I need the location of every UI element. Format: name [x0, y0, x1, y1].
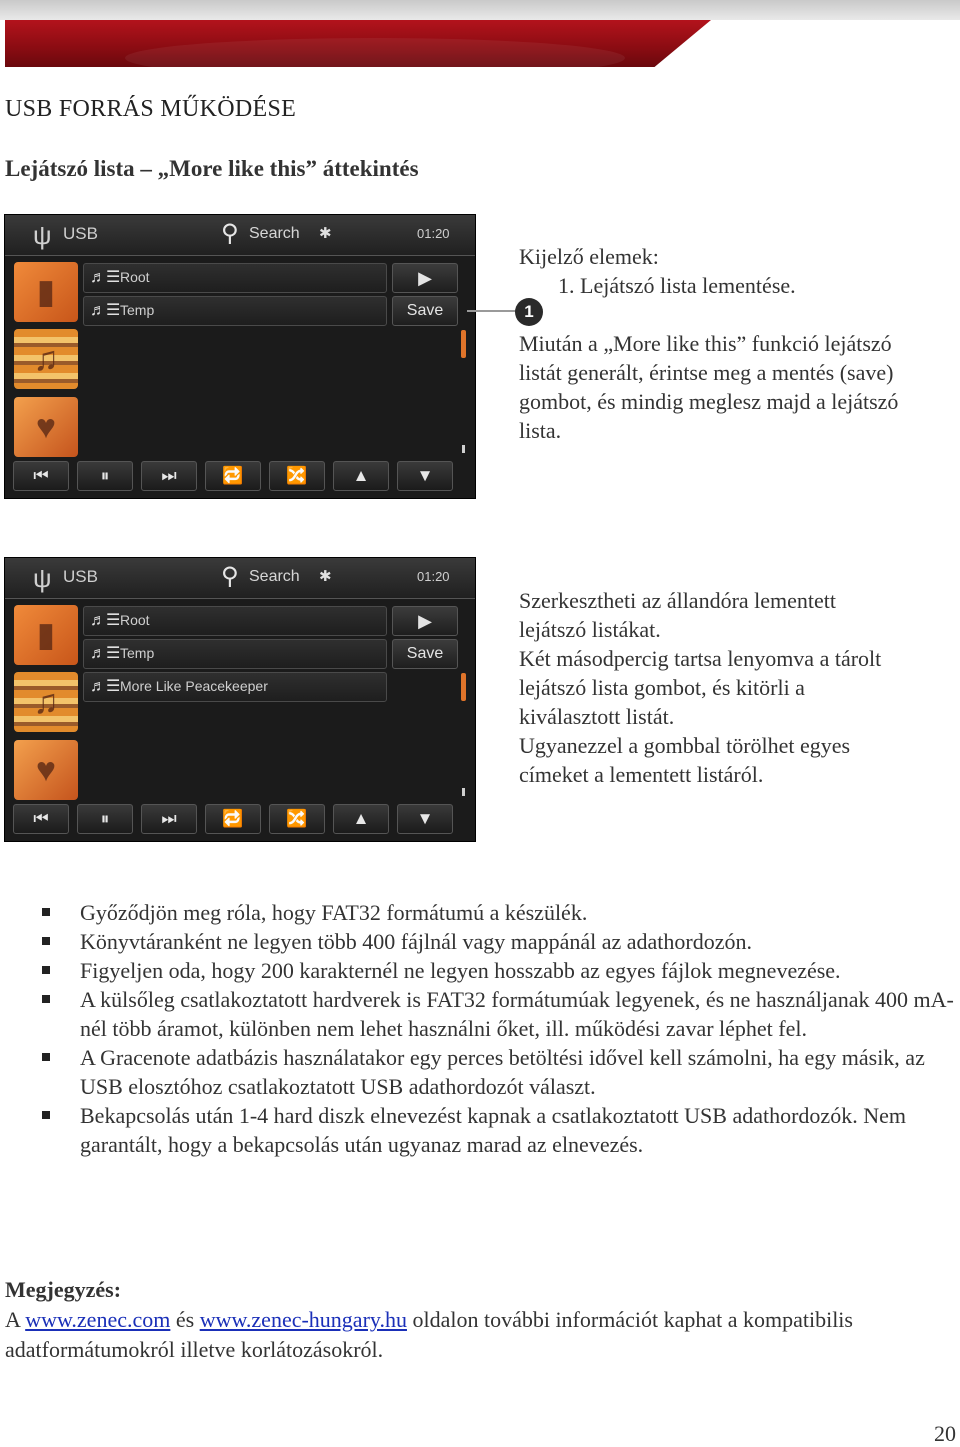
text-line: lista. [519, 418, 562, 443]
playlist-tile[interactable] [14, 740, 78, 800]
repeat-icon: 🔁 [222, 466, 244, 485]
arrow-down-icon: ▼ [416, 809, 434, 828]
playlist-icon: ♬☰ [90, 269, 121, 286]
list-item[interactable] [83, 296, 387, 326]
arrow-up-icon: ▲ [352, 466, 370, 485]
arrow-up-icon: ▲ [352, 809, 370, 828]
save-button[interactable]: Save [392, 296, 458, 326]
playlist-icon: ♬☰ [90, 645, 121, 662]
list-item-label: Temp [120, 645, 155, 661]
edit-playlist-description [519, 586, 960, 789]
text-line: kiválasztott listát. [519, 704, 675, 729]
list-item[interactable] [83, 606, 387, 636]
status-bar [5, 558, 475, 599]
clock: 01:20 [417, 569, 450, 584]
search-icon[interactable]: ⚲ [221, 563, 239, 590]
search-button-label[interactable]: Search [249, 568, 300, 585]
list-item-label: More Like Peacekeeper [120, 678, 268, 694]
status-bar [5, 215, 475, 256]
scrollbar-end [462, 445, 465, 453]
shuffle-button[interactable] [269, 461, 325, 491]
repeat-button[interactable] [205, 461, 261, 491]
scroll-down-button[interactable] [397, 461, 453, 491]
save-button[interactable]: Save [392, 639, 458, 669]
list-item: Győződjön meg róla, hogy FAT32 formátumú a készülék. [40, 898, 960, 927]
playlist-tile[interactable] [14, 397, 78, 457]
page-header-band [0, 0, 960, 68]
text-line: lejátszó lista gombot, és kitörli a [519, 675, 805, 700]
list-item[interactable] [83, 263, 387, 293]
requirements-list [40, 898, 960, 1159]
pause-icon: ⏸ [100, 809, 110, 828]
scroll-up-button[interactable] [333, 804, 389, 834]
note-text-mid: és [170, 1307, 200, 1332]
section-subtitle: Lejátszó lista – „More like this” áttekintés [5, 156, 419, 181]
list-item[interactable] [83, 672, 387, 702]
folder-icon: ▮ [36, 616, 56, 654]
callout-line [467, 310, 516, 312]
next-icon: ⏭ [161, 809, 177, 828]
pause-button[interactable] [77, 461, 133, 491]
pause-button[interactable] [77, 804, 133, 834]
text-line: címeket a lementett listáról. [519, 762, 764, 787]
save-description [519, 329, 960, 445]
playlist-icon: ♬☰ [90, 302, 121, 319]
bluetooth-icon: ✱ [319, 568, 332, 585]
folder-tile[interactable] [14, 262, 78, 322]
search-button-label[interactable]: Search [249, 225, 300, 242]
display-elements-heading: Kijelző elemek: [519, 244, 659, 269]
previous-track-button[interactable] [13, 461, 69, 491]
header-grey-strip [0, 0, 960, 20]
text-line: gombot, és mindig meglesz majd a lejátszó [519, 389, 899, 414]
next-icon: ⏭ [161, 466, 177, 485]
genre-tile[interactable] [14, 672, 78, 732]
list-item-label: Root [120, 269, 150, 285]
repeat-button[interactable] [205, 804, 261, 834]
scrollbar-thumb[interactable] [461, 330, 466, 358]
folder-tile[interactable] [14, 605, 78, 665]
previous-track-button[interactable] [13, 804, 69, 834]
previous-icon: ⏮ [33, 466, 49, 485]
callout-number: 1 [515, 298, 543, 326]
pause-icon: ⏸ [100, 466, 110, 485]
scroll-down-button[interactable] [397, 804, 453, 834]
play-button[interactable] [392, 606, 458, 636]
list-item: Bekapcsolás után 1-4 hard diszk elnevezést kapnak a csatlakoztatott USB adathordozók. Nem garantált, hogy a bekapcsolás után ugyanaz marad az elnevezés. [40, 1101, 960, 1159]
list-item: A külsőleg csatlakoztatott hardverek is FAT32 formátumúak legyenek, és ne használjanak 400 mA-nél több áramot, különben nem lehet használni őket, ill. működési zavar léphet fel. [40, 985, 960, 1043]
text-line: lejátszó listákat. [519, 617, 661, 642]
display-element-1: 1. Lejátszó lista lementése. [558, 273, 796, 298]
playlist-icon: ♬☰ [90, 612, 121, 629]
previous-icon: ⏮ [33, 809, 49, 828]
note-text-start: A [5, 1307, 26, 1332]
playlist-icon: ♬☰ [90, 678, 121, 695]
shuffle-icon: 🔀 [286, 809, 308, 828]
text-line: Miután a „More like this” funkció lejátszó [519, 331, 892, 356]
zenec-link[interactable]: www.zenec.com [25, 1307, 171, 1332]
list-item: A Gracenote adatbázis használatakor egy perces betöltési idővel kell számolni, ha egy másik, az USB elosztóhoz csatlakoztatott USB adathordozót választ. [40, 1043, 960, 1101]
play-button[interactable] [392, 263, 458, 293]
repeat-icon: 🔁 [222, 809, 244, 828]
play-icon: ▶ [418, 611, 432, 631]
list-item: Könyvtáranként ne legyen több 400 fájlnál vagy mappánál az adathordozón. [40, 927, 960, 956]
list-item-label: Temp [120, 302, 155, 318]
search-icon[interactable]: ⚲ [221, 220, 239, 247]
list-item[interactable] [83, 639, 387, 669]
page-number: 20 [934, 1421, 956, 1446]
page-title: USB FORRÁS MŰKÖDÉSE [5, 96, 297, 122]
text-line: Két másodpercig tartsa lenyomva a tárolt [519, 646, 882, 671]
scrollbar-end [462, 788, 465, 796]
scrollbar-thumb[interactable] [461, 673, 466, 701]
note-text-end: oldalon további információt kaphat a kompatibilis adatformátumokról illetve korlátozásokról. [5, 1307, 853, 1362]
next-track-button[interactable] [141, 804, 197, 834]
text-line: listát generált, érintse meg a mentés (save) [519, 360, 894, 385]
music-note-icon: ♫ [33, 340, 59, 378]
zenec-hungary-link[interactable]: www.zenec-hungary.hu [199, 1307, 407, 1332]
usb-icon: ψ [33, 220, 52, 250]
usb-icon: ψ [33, 563, 52, 593]
music-note-icon: ♫ [33, 683, 59, 721]
text-line: Szerkesztheti az állandóra lementett [519, 588, 837, 613]
list-item: Figyeljen oda, hogy 200 karakternél ne legyen hosszabb az egyes fájlok megnevezése. [40, 956, 960, 985]
genre-tile[interactable] [14, 329, 78, 389]
usb-source-label: USB [63, 224, 98, 243]
text-line: Ugyanezzel a gombbal törölhet egyes [519, 733, 851, 758]
list-item-label: Root [120, 612, 150, 628]
note-heading: Megjegyzés: [5, 1277, 122, 1302]
scroll-up-button[interactable] [333, 461, 389, 491]
clock: 01:20 [417, 226, 450, 241]
device-screen-2 [4, 557, 476, 842]
play-icon: ▶ [418, 268, 432, 288]
usb-source-label: USB [63, 567, 98, 586]
bluetooth-icon: ✱ [319, 225, 332, 242]
shuffle-icon: 🔀 [286, 466, 308, 485]
heart-music-icon: ♥ [35, 408, 57, 446]
header-red-band [5, 20, 711, 67]
note-text [5, 1305, 955, 1365]
heart-music-icon: ♥ [35, 751, 57, 789]
device-screen-1 [4, 214, 476, 499]
folder-icon: ▮ [36, 273, 56, 311]
shuffle-button[interactable] [269, 804, 325, 834]
arrow-down-icon: ▼ [416, 466, 434, 485]
next-track-button[interactable] [141, 461, 197, 491]
